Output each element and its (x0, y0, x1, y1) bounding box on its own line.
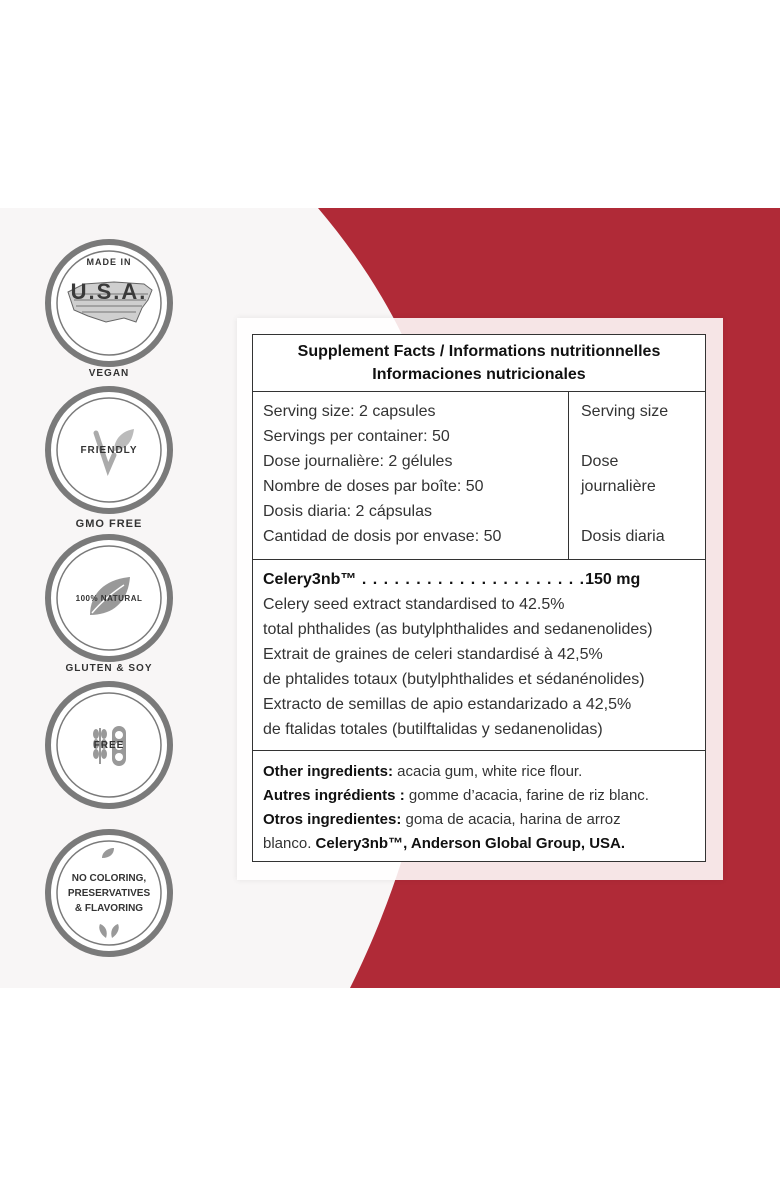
serving-line: Serving size: 2 capsules (263, 403, 436, 420)
serving-section (253, 392, 705, 560)
serving-column-header (569, 392, 668, 559)
other-text-es-2: blanco. (263, 835, 316, 852)
other-ingredients-section (253, 751, 705, 856)
serving-line: Dosis diaria: 2 cápsulas (263, 503, 432, 520)
badge-top-text: VEGAN (88, 368, 130, 379)
vegan-friendly-badge (44, 368, 174, 515)
other-text-en: acacia gum, white rice flour. (393, 763, 583, 780)
other-ingredients-es-2 (263, 832, 705, 856)
serving-header-line: Dosis diaria (581, 528, 665, 545)
no-coloring-badge (44, 828, 174, 958)
ingredient-amount: 150 mg (585, 571, 641, 588)
badge-line-1: NO COLORING, (71, 872, 147, 884)
other-label-en: Other ingredients: (263, 763, 394, 780)
other-label-fr: Autres ingrédients : (263, 787, 405, 804)
serving-line: Servings per container: 50 (263, 428, 450, 445)
badge-top-text: MADE IN (86, 257, 132, 267)
serving-header-line: Dose (581, 453, 619, 470)
supplement-facts-box (252, 334, 706, 862)
badge-bottom-text: 100% NATURAL (75, 593, 143, 603)
serving-info (253, 392, 569, 559)
ingredient-name: Celery3nb™ (263, 571, 357, 588)
ingredient-desc-line: Celery seed extract standardised to 42.5% (263, 596, 565, 613)
ingredient-desc-line: de phtalides totaux (butylphthalides et sédanénolides) (263, 671, 645, 688)
product-banner (0, 208, 780, 988)
serving-line: Cantidad de dosis por envase: 50 (263, 528, 502, 545)
brand-line: Celery3nb™, Anderson Global Group, USA. (315, 835, 626, 852)
ingredient-desc-line: de ftalidas totales (butilftalidas y sedanenolidas) (263, 721, 603, 738)
gluten-soy-free-badge (44, 663, 174, 810)
badge-main-text: U.S.A. (70, 279, 148, 304)
made-in-usa-badge (44, 238, 174, 368)
other-text-es: goma de acacia, harina de arroz (401, 811, 621, 828)
badge-line-2: PRESERVATIVES (67, 887, 151, 899)
supplement-facts-panel (237, 318, 723, 880)
ingredient-dots: . . . . . . . . . . . . . . . . . . . . . (356, 571, 586, 588)
badge-top-text: GMO FREE (75, 517, 143, 530)
serving-header-line (581, 424, 668, 449)
ingredient-desc-line: Extrait de graines de celeri standardisé à 42,5% (263, 646, 603, 663)
facts-title-line-2: Informaciones nutricionales (372, 366, 586, 383)
serving-line: Nombre de doses par boîte: 50 (263, 478, 484, 495)
other-text-fr: gomme d’acacia, farine de riz blanc. (404, 787, 649, 804)
badge-bottom-text: FRIENDLY (80, 445, 138, 456)
other-ingredients-fr (263, 784, 705, 808)
badge-top-text: GLUTEN & SOY (65, 663, 153, 674)
gmo-free-badge (44, 517, 174, 663)
serving-header-line: journalière (581, 478, 656, 495)
badge-bottom-text: FREE (93, 740, 125, 751)
ingredient-desc-line: Extracto de semillas de apio estandarizado a 42,5% (263, 696, 632, 713)
serving-header-line: Serving size (581, 403, 669, 420)
facts-title (253, 335, 705, 392)
serving-line: Dose journalière: 2 gélules (263, 453, 453, 470)
other-ingredients-es (263, 808, 705, 832)
other-label-es: Otros ingredientes: (263, 811, 402, 828)
facts-title-line-1: Supplement Facts / Informations nutritionnelles (297, 343, 661, 360)
other-ingredients-en (263, 760, 705, 784)
badge-line-3: & FLAVORING (74, 902, 144, 914)
serving-header-line (581, 499, 668, 524)
ingredient-section (253, 560, 705, 751)
ingredient-line (263, 567, 705, 592)
ingredient-desc-line: total phthalides (as butylphthalides and sedanenolides) (263, 621, 653, 638)
